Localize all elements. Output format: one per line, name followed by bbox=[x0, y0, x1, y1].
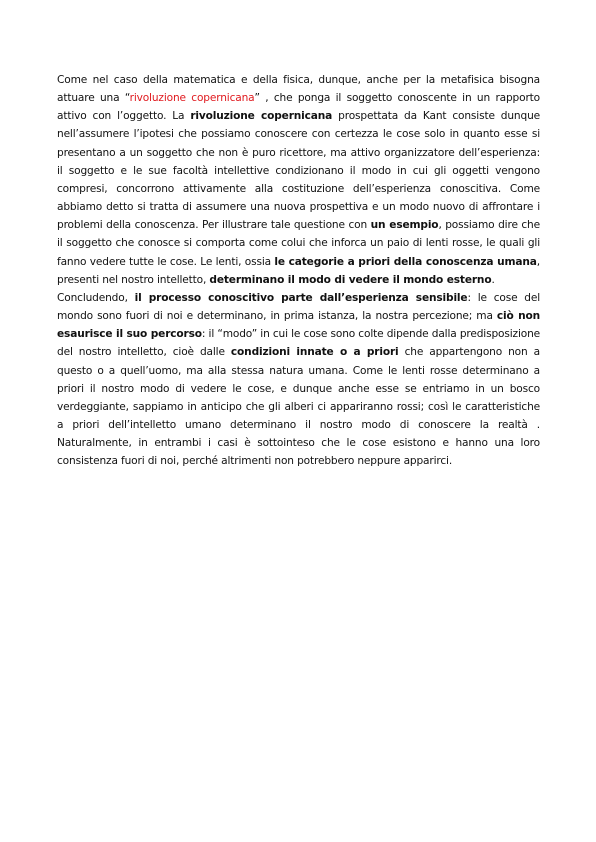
text-segment: : il “modo” in cui le cose sono colte dipende dalla predisposizione del nostro intelletto, cioè dalle bbox=[57, 328, 541, 359]
text-segment: Come nel caso della matematica e della fisica, dunque, anche per la metafisica bisogna attuare una “ bbox=[57, 74, 540, 105]
text-segment: : le cose del mondo sono fuori di noi e determinano, in prima istanza, la nostra percezione; ma bbox=[57, 291, 540, 323]
bold-term: il processo conoscitivo parte dall’esperienza sensibile bbox=[134, 291, 468, 304]
text-segment: che appartengono non a questo o a quell’uomo, ma alla stessa natura umana. Come le lenti rosse determinano a priori il nostro modo di vedere le cose, e dunque anche esse se entriamo in un bosco verdeggiante, sappiamo in anticipo che gli alberi ci appariranno rossi; così le caratteristiche a priori dell’intelletto umano determinano il nostro modo di conoscere la realtà . Naturalmente, in entrambi i casi è sottointeso che le cose esistono e hanno una loro consistenza fuori di noi, perché altrimenti non potrebbero neppure apparirci. bbox=[57, 346, 540, 468]
text-segment: . bbox=[491, 273, 495, 286]
text-segment: ” , che ponga il soggetto conoscente in un rapporto attivo con l’oggetto. La bbox=[57, 92, 541, 123]
bold-term: condizioni innate o a priori bbox=[230, 346, 399, 359]
bold-term: le categorie a priori della conoscenza umana bbox=[274, 255, 537, 268]
bold-term: determinano il modo di vedere il mondo esterno bbox=[209, 273, 492, 286]
document-body bbox=[57, 71, 540, 470]
text-segment: prospettata da Kant consiste dunque nell’assumere l’ipotesi che possiamo conoscere con certezza le cose solo in quanto esse si presentano a un soggetto che non è puro ricettore, ma attivo organizzatore dell’esperienza: il soggetto e le sue facoltà intellettive condizionano il modo in cui gli oggetti vengono compresi, concorrono attivamente alla costituzione dell’esperienza conoscitiva. Come abbiamo detto si tratta di assumere una nuova prospettiva e un modo nuovo di affrontare i problemi della conoscenza. Per illustrare tale questione con bbox=[57, 110, 540, 232]
highlight-red: rivoluzione copernicana bbox=[129, 92, 255, 105]
text-segment: Concludendo, bbox=[57, 291, 135, 304]
text-segment: , presenti nel nostro intelletto, bbox=[57, 255, 540, 286]
bold-term: un esempio bbox=[370, 219, 439, 232]
paragraph-2 bbox=[57, 289, 540, 471]
bold-term: ciò non esaurisce il suo percorso bbox=[57, 310, 540, 341]
paragraph-1 bbox=[57, 71, 540, 289]
bold-term: rivoluzione copernicana bbox=[190, 110, 333, 123]
text-segment: , possiamo dire che il soggetto che conosce si comporta come colui che inforca un paio di lenti rosse, le quali gli fanno vedere tutte le cose. Le lenti, ossia bbox=[57, 219, 540, 268]
